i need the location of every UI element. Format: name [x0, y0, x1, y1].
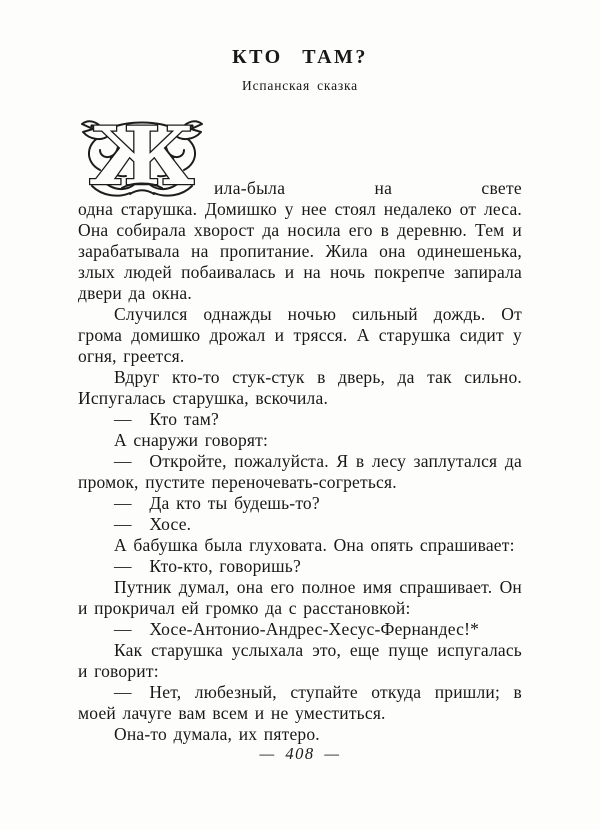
story-paragraph: — Откройте, пожалуйста. Я в лесу заплутался да промок, пустите переночевать-согреться. [78, 451, 522, 492]
story-paragraph: Путник думал, она его полное имя спрашивает. Он и прокричал ей громко да с расстановкой: [78, 577, 522, 618]
story-paragraph: Она-то думала, их пятеро. [114, 724, 320, 744]
svg-text:Ж: Ж [89, 110, 195, 198]
opening-line: ила-была на свете [214, 178, 522, 198]
story-paragraph: А бабушка была глуховата. Она опять спрашивает: [114, 535, 515, 555]
decorative-initial-zhe [78, 110, 206, 198]
story-paragraph: — Хосе-Антонио-Андрес-Хесус-Фернандес!* [114, 619, 480, 639]
story-paragraph: — Нет, любезный, ступайте откуда пришли; в моей лачуге вам всем и не уместиться. [78, 682, 522, 723]
page-subtitle: Испанская сказка [242, 78, 358, 93]
story-paragraph: одна старушка. Домишко у нее стоял недалеко от леса. Она собирала хворост да носила его в деревню. Тем и зарабатывала на пропитание. Жила она одинешенька, злых людей побаивалась и на ночь покрепче запирала двери да окна. [78, 199, 522, 303]
story-paragraph: А снаружи говорят: [114, 430, 269, 450]
story-paragraph: — Да кто ты будешь-то? [114, 493, 320, 513]
ornate-dropcap-engraving-icon [78, 110, 206, 198]
story-paragraph: — Хосе. [114, 514, 192, 534]
page-title: КТО ТАМ? [232, 46, 368, 68]
story-paragraph: — Кто-кто, говоришь? [114, 556, 301, 576]
story-paragraph: Случился однажды ночью сильный дождь. От грома домишко дрожал и трясся. А старушка сидит у огня, греется. [78, 304, 522, 366]
story-paragraph: Вдруг кто-то стук-стук в дверь, да так сильно. Испугалась старушка, вскочила. [78, 367, 522, 408]
opening-paragraph [78, 110, 522, 198]
story-body [78, 199, 522, 745]
story-paragraph: — Кто там? [114, 409, 220, 429]
story-paragraph: Как старушка услыхала это, еще пуще испугалась и говорит: [78, 640, 522, 681]
page-number: — 408 — [259, 744, 341, 763]
